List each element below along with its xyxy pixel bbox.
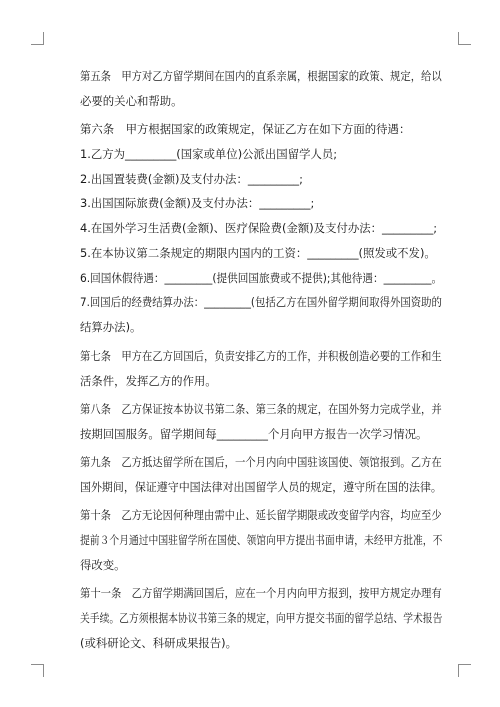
article-5-line-2: 必要的关心和帮助。 [80, 94, 183, 108]
article-10-line-2: 提前３个月通过中国驻留学所在国使、领馆向甲方提出书面申请，未经甲方批准，不 [80, 533, 443, 547]
article-6-item-7-line-1: 7.回国后的经费结算办法：_________(包括乙方在国外留学期间取得外国资助的 [80, 295, 442, 309]
article-10-line-1: 第十条 乙方无论因何种理由需中止、延长留学期限或改变留学内容，均应至少 [80, 508, 442, 522]
article-6-heading: 第六条 甲方根据国家的政策规定，保证乙方在如下方面的待遇： [80, 122, 411, 136]
article-10-line-3: 得改变。 [80, 558, 126, 572]
article-6-item-2: 2.出国置装费(金额)及支付办法：_________; [80, 172, 303, 186]
article-8-line-2: 按期回国服务。留学期间每_________个月向甲方报告一次学习情况。 [80, 427, 428, 441]
article-6-item-4: 4.在国外学习生活费(金额)、医疗保险费(金额)及支付办法：_________; [80, 221, 438, 235]
article-11-line-1: 第十一条 乙方留学期满回国后，应在一个月内向甲方报到，按甲方规定办理有 [80, 586, 442, 600]
crop-mark-bottom-left [31, 664, 44, 677]
article-5-line-1: 第五条 甲方对乙方留学期间在国内的直系亲属，根据国家的政策、规定，给以 [80, 69, 442, 83]
article-6-item-6: 6.回国休假待遇：_________(提供回国旅费或不提供);其他待遇：_________。 [80, 271, 443, 285]
article-11-line-3: (或科研论文、科研成果报告)。 [80, 636, 237, 650]
article-6-item-5: 5.在本协议第二条规定的期限内国内的工资：_________(照发或不发)。 [80, 246, 436, 260]
article-7-line-2: 活条件，发挥乙方的作用。 [80, 374, 217, 388]
crop-mark-bottom-right [458, 664, 471, 677]
article-9-line-2: 国外期间，保证遵守中国法律对出国留学人员的规定，遵守所在国的法律。 [80, 480, 442, 494]
article-6-item-7-line-2: 结算办法)。 [80, 320, 142, 334]
crop-mark-top-left [31, 32, 44, 45]
article-6-item-1: 1.乙方为_________(国家或单位)公派出国留学人员; [80, 147, 338, 161]
article-7-line-1: 第七条 甲方在乙方回国后，负责安排乙方的工作，并积极创造必要的工作和生 [80, 349, 442, 363]
article-8-line-1: 第八条 乙方保证按本协议书第二条、第三条的规定，在国外努力完成学业，并 [80, 402, 442, 416]
article-6-item-3: 3.出国国际旅费(金额)及支付办法：_________; [80, 196, 315, 210]
article-9-line-1: 第九条 乙方抵达留学所在国后，一个月内向中国驻该国使、领馆报到。乙方在 [80, 455, 442, 469]
article-11-line-2: 关手续。乙方须根据本协议书第三条的规定，向甲方提交书面的留学总结、学术报告 [80, 611, 443, 625]
crop-mark-top-right [458, 32, 471, 45]
